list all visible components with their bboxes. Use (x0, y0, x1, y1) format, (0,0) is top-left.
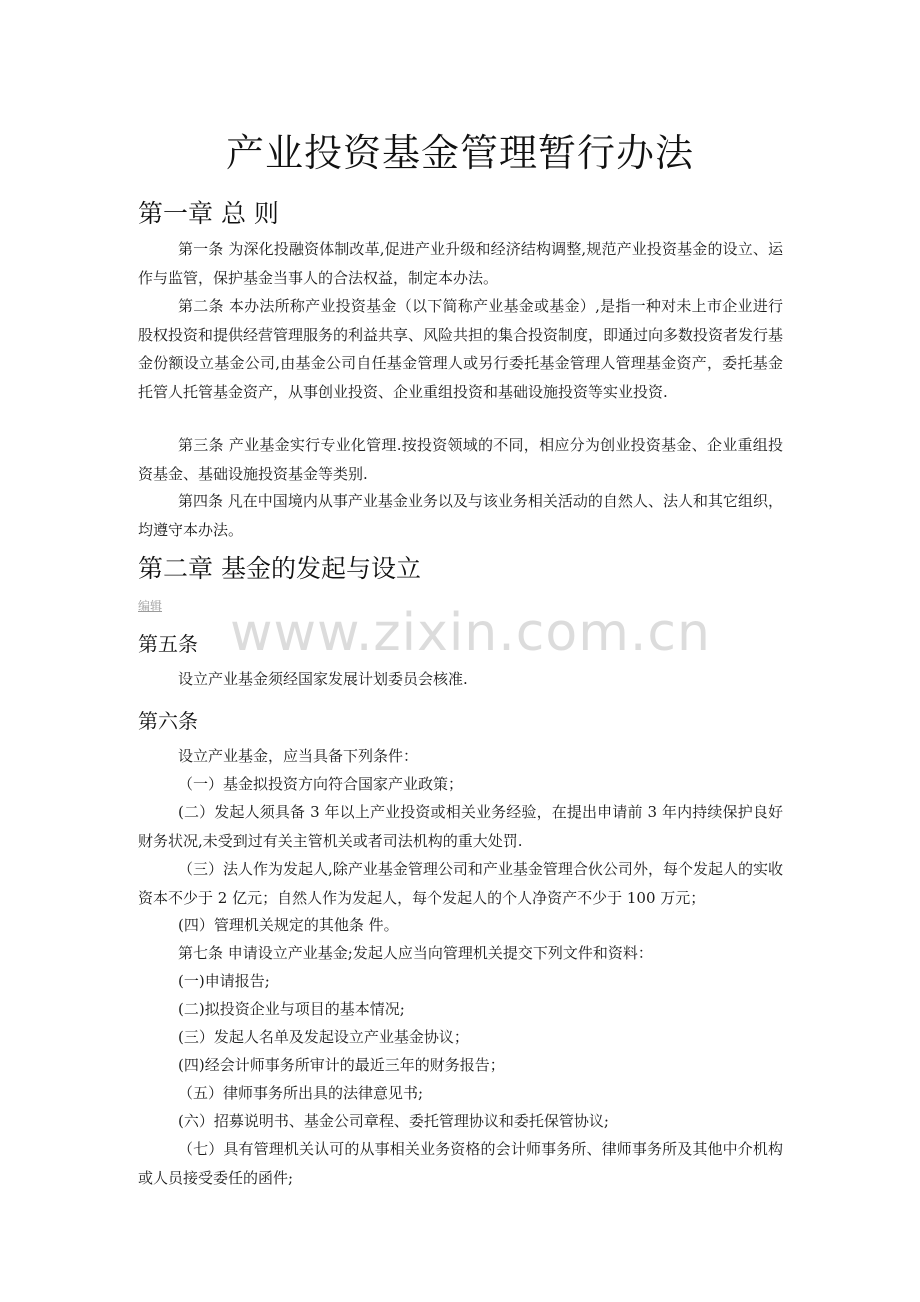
chapter-1-heading: 第一章 总 则 (138, 199, 279, 228)
article-7-item: (一)申请报告; (178, 972, 270, 990)
edit-link[interactable]: 编辑 (138, 599, 163, 613)
article-6-intro: 设立产业基金，应当具备下列条件： (178, 747, 419, 765)
watermark: www.zixin.com.cn (230, 603, 711, 663)
article-7-item: （七）具有管理机关认可的从事相关业务资格的会计师事务所、律师事务所及其他中介机构或人员接受委任的函件; (138, 1140, 783, 1187)
article-6-item: （一）基金拟投资方向符合国家产业政策； (178, 775, 464, 793)
article-3: 第三条 产业基金实行专业化管理.按投资领域的不同，相应分为创业投资基金、企业重组投资基金、基础设施投资基金等类别. (138, 436, 783, 483)
article-7-item: (四)经会计师事务所审计的最近三年的财务报告； (178, 1056, 505, 1074)
article-7-item: (二)拟投资企业与项目的基本情况; (178, 1000, 405, 1018)
article-7-item: (三）发起人名单及发起设立产业基金协议； (178, 1028, 469, 1046)
document-title: 产业投资基金管理暂行办法 (225, 131, 694, 175)
article-7-intro: 第七条 申请设立产业基金;发起人应当向管理机关提交下列文件和资料： (178, 944, 653, 962)
article-2: 第二条 本办法所称产业投资基金（以下简称产业基金或基金）,是指一种对未上市企业进行股权投资和提供经营管理服务的利益共享、风险共担的集合投资制度，即通过向多数投资者发行基金份额设立基金公司,由基金公司自任基金管理人或另行委托基金管理人管理基金资产，委托基金托管人托管基金资产，从事创业投资、企业重组投资和基础设施投资等实业投资. (138, 297, 784, 401)
article-7-item: （五）律师事务所出具的法律意见书; (178, 1084, 424, 1102)
article-7-item: (六）招募说明书、基金公司章程、委托管理协议和委托保管协议; (178, 1112, 609, 1130)
article-5-heading: 第五条 (138, 632, 198, 656)
article-1: 第一条 为深化投融资体制改革,促进产业升级和经济结构调整,规范产业投资基金的设立、运作与监管，保护基金当事人的合法权益，制定本办法。 (138, 240, 783, 287)
article-6-item: (四）管理机关规定的其他条 件。 (178, 916, 399, 934)
article-6-item: (二）发起人须具备 3 年以上产业投资或相关业务经验，在提出申请前 3 年内持续保护良好财务状况,未受到过有关主管机关或者司法机构的重大处罚. (138, 803, 783, 850)
chapter-2-heading: 第二章 基金的发起与设立 (138, 554, 421, 583)
article-5-text: 设立产业基金须经国家发展计划委员会核准. (178, 670, 468, 688)
article-6-heading: 第六条 (138, 709, 198, 733)
article-4: 第四条 凡在中国境内从事产业基金业务以及与该业务相关活动的自然人、法人和其它组织，均遵守本办法。 (138, 492, 783, 539)
article-6-item: （三）法人作为发起人,除产业基金管理公司和产业基金管理合伙公司外，每个发起人的实收资本不少于 2 亿元；自然人作为发起人，每个发起人的个人净资产不少于 100 万元； (138, 860, 783, 907)
